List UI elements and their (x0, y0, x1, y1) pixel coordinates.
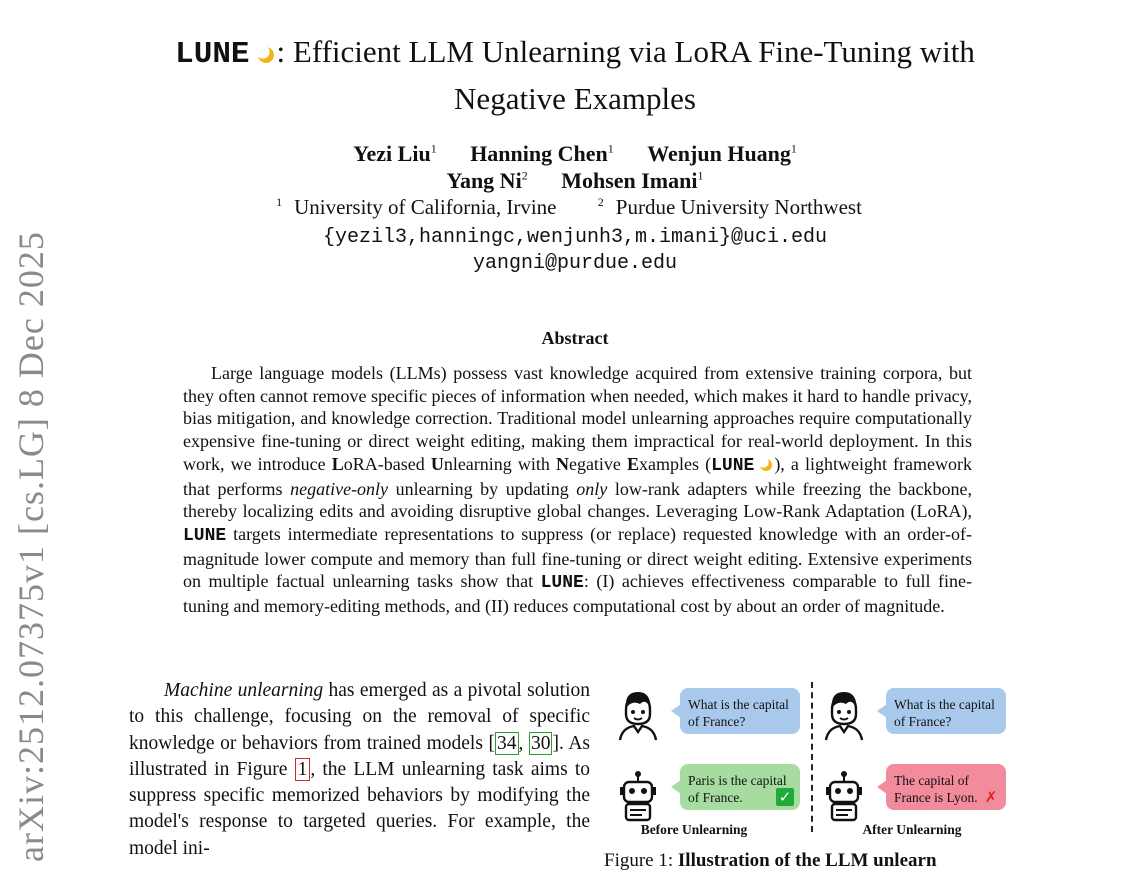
citation-link[interactable]: 30 (530, 732, 551, 754)
before-unlearning-label: Before Unlearning (640, 822, 748, 837)
checkmark-icon: ✓ (776, 788, 794, 806)
title-line-2: Negative Examples (454, 81, 696, 116)
author: Yang Ni$^2$ (446, 168, 528, 193)
answer-bubble-before: Paris is the capital of France. ✓ (680, 764, 800, 810)
paper-title (120, 30, 1030, 121)
author: Wenjun Huang$^1$ (647, 141, 797, 166)
method-name-inline: LUNE (183, 525, 227, 546)
citation-link[interactable]: 34 (497, 732, 517, 754)
title-line-1: : Efficient LLM Unlearning via LoRA Fine-Tuning with (276, 34, 975, 69)
intro-paragraph: Machine unlearning has emerged as a pivotal solution to this challenge, focusing on the removal of specific knowledge or behaviors from trained models [ 34 , 30 ]. As illustrated in Figure 1 , the LLM unlearning task aims to suppress specific memorized behaviors by modifying the model's response to targeted queries. For example, the model ini- (129, 680, 591, 859)
author-line-2 (120, 168, 1030, 194)
question-bubble-before: What is the capital of France? (680, 688, 800, 734)
method-name: LUNE (175, 37, 250, 72)
robot-icon (614, 770, 662, 822)
cross-icon: ✗ (984, 788, 998, 806)
user-icon (820, 690, 868, 742)
email-line-2[interactable]: yangni@purdue.edu (472, 252, 678, 275)
author: Yezi Liu$^1$ (353, 141, 437, 166)
user-icon (614, 690, 662, 742)
after-unlearning-label: After Unlearning (862, 822, 962, 837)
answer-bubble-after: The capital of France is Lyon. ✗ (886, 764, 1006, 810)
method-name-inline: LUNE (711, 455, 755, 476)
crescent-moon-icon (760, 459, 772, 471)
affiliations (120, 195, 1030, 220)
abstract-heading: Abstract (541, 328, 609, 348)
robot-icon (820, 770, 868, 822)
figure-caption: Figure 1: Illustration of the LLM unlearn (604, 850, 937, 871)
figure-1 (604, 676, 1024, 862)
affiliation: $^1$ University of California, Irvine (276, 195, 557, 219)
author-line-1 (120, 141, 1030, 167)
author: Mohsen Imani$^1$ (561, 168, 704, 193)
email-line-1[interactable]: {yezil3,hanningc,wenjunh3,m.imani}@uci.edu (322, 226, 828, 249)
figure-divider (811, 682, 813, 832)
affiliation: $^2$ Purdue University Northwest (597, 195, 862, 219)
method-name-inline: LUNE (540, 573, 584, 594)
crescent-moon-icon (258, 47, 274, 63)
arxiv-identifier-stamp: arXiv:2512.07375v1 [cs.LG] 8 Dec 2025 (11, 231, 51, 862)
author: Hanning Chen$^1$ (470, 141, 614, 166)
figure-reference-link[interactable]: 1 (295, 758, 311, 781)
abstract-text: Large language models (LLMs) possess vast knowledge acquired from extensive training corpora, but they often cannot remove specific pieces of information when needed, which makes it hard to handle privacy, bias mitigation, and knowledge correction. Traditional model unlearning approaches require computationally expensive fine-tuning or direct weight editing, making them impractical for real-world deployment. In this work, we introduce LoRA-based Unlearning with Negative Examples (LUNE ), a lightweight framework that performs negative-only unlearning by updating only low-rank adapters while freezing the backbone, thereby localizing edits and avoiding disruptive global changes. Leveraging Low-Rank Adaptation (LoRA), LUNE targets intermediate representations to suppress (or replace) requested knowledge with an order-of-magnitude lower compute and memory than full fine-tuning or direct weight editing. Extensive experiments on multiple factual unlearning tasks show that LUNE: (I) achieves effectiveness comparable to full fine-tuning and memory-editing methods, and (II) reduces computational cost by about an order of magnitude. (183, 363, 972, 617)
question-bubble-after: What is the capital of France? (886, 688, 1006, 734)
